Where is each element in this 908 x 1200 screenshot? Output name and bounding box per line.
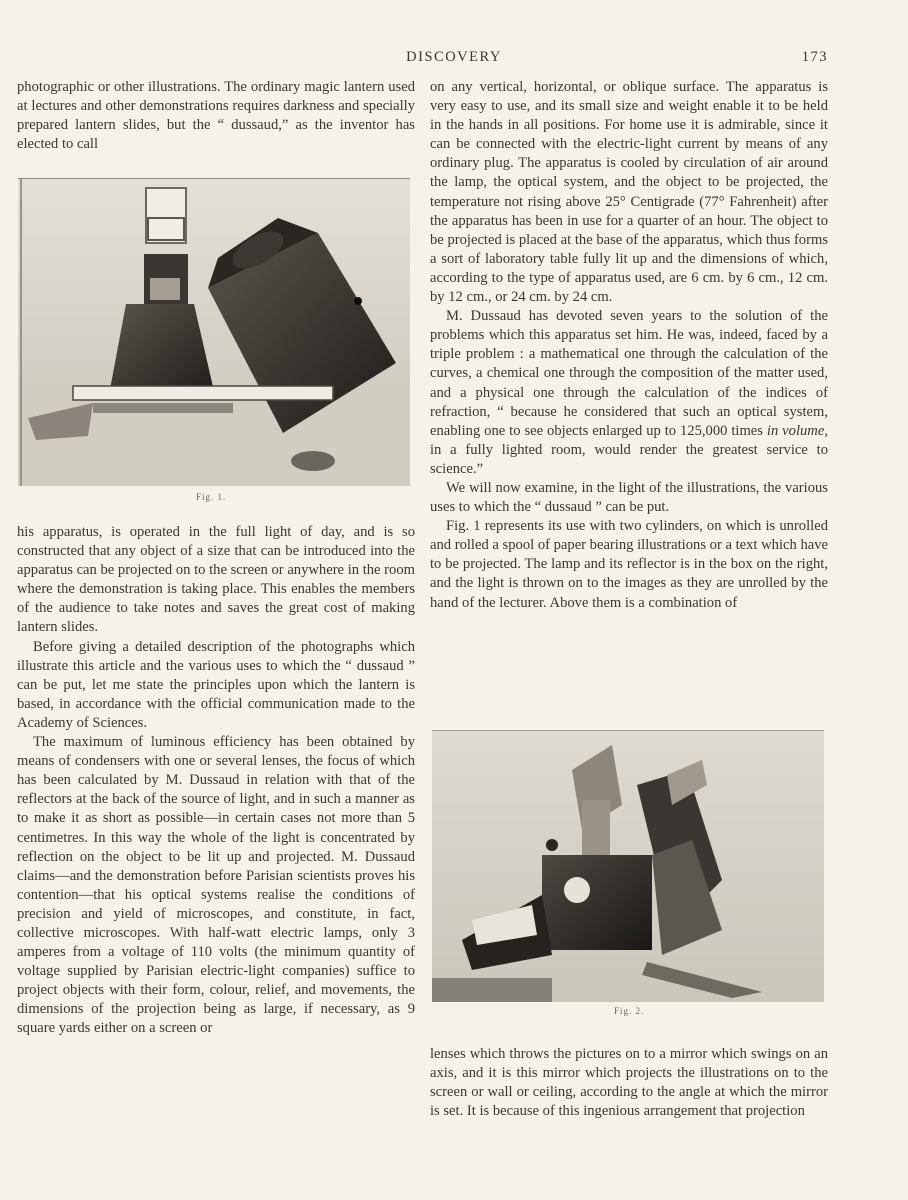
figure-2-caption: Fig. 2. [614,1006,645,1016]
running-title: DISCOVERY [406,49,502,65]
figure-1-photo [18,178,410,486]
figure-2-photo [432,730,824,1002]
paragraph: Before giving a detailed description of the photographs which illustrate this article and the various uses to which the “ dussaud ” can be put, let me state the principles upon which the lantern is based, in accordance with the official communication made to the Academy of Sciences. [17,638,415,731]
paragraph: photographic or other illustrations. The ordinary magic lantern used at lectures and other demonstrations requires darkness and specially prepared lantern slides, but the “ dussaud,” as the inventor has elected to call [17,79,415,153]
paragraph: lenses which throws the pictures on to a mirror which swings on an axis, and it is this mirror which projects the illustrations on to the screen or wall or ceiling, according to the angle at which the mirror is set. It is because of this ingenious arrangement that projection [430,1046,828,1120]
left-column-top [17,78,415,154]
page-number: 173 [801,49,828,65]
paragraph [430,307,828,479]
right-column-bottom [430,1045,828,1121]
right-column-top [430,78,828,613]
paragraph: Fig. 1 represents its use with two cylinders, on which is unrolled and rolled a spool of paper bearing illustrations or a text which have to be projected. The lamp and its reflector is in the box on the right, and the light is thrown on to the images as they are unrolled by the hand of the lecturer. Above them is a combination of [430,518,828,611]
figure-1-caption: Fig. 1. [196,492,227,502]
left-column-bottom [17,523,415,1039]
paragraph: We will now examine, in the light of the illustrations, the various uses to which the “ dussaud ” can be put. [430,479,828,516]
paragraph-text: , in a fully lighted room, would render the greatest service to science.” [430,422,828,477]
paragraph: The maximum of luminous efficiency has been obtained by means of condensers with one or several lenses, the focus of which has been calculated by M. Dussaud in relation with that of the reflectors at the back of the source of light, and in such a manner as to make it as short as possible—in certain cases not more than 5 centimetres. In this way the whole of the light is concentrated by reflection on the object to be lit up and projected. M. Dussaud claims—and the demonstration before Parisian scientists proves his contention—that his optical systems realise the conditions of precision and yield of microscopes, and constitute, in fact, collective microscopes. With half-watt electric lamps, only 3 amperes from a voltage of 110 volts (the minimum quantity of voltage supplied by Parisian electric-light companies) suffice to project objects with their form, colour, relief, and movements, the dimensions of the projection being as large, if necessary, as 9 square yards either on a screen or [17,734,415,1037]
paragraph: his apparatus, is operated in the full light of day, and is so constructed that any object of a size that can be introduced into the apparatus can be projected on to the screen or anywhere in the room where the demonstration is taking place. This enables the members of the audience to take notes and saves the great cost of making lantern slides. [17,524,415,636]
emphasis: in volume [766,422,825,439]
paragraph-text: M. Dussaud has devoted seven years to the solution of the problems which this apparatus set him. He was, indeed, faced by a triple problem : a mathematical one through the calculation of the curves, a chemical one through the composition of the matter used, and a physical one through the calculation of the indices of refraction, “ because he considered that such an optical system, enabling one to see objects enlarged up to 125,000 times [430,308,828,439]
paragraph: on any vertical, horizontal, or oblique surface. The apparatus is very easy to use, and its small size and weight enable it to be held in the hands in all positions. For home use it is admirable, since it can be connected with the electric-light current by means of any ordinary plug. The apparatus is cooled by circulation of air around the lamp, the optical system, and the object to be projected, the temperature not rising above 25° Centigrade (77° Fahrenheit) after the apparatus has been in use for a quarter of an hour. The object to be projected is placed at the base of the apparatus, which thus forms a sort of laboratory table fully lit up and the dimensions of which, according to the type of apparatus used, are 6 cm. by 6 cm., 12 cm. by 12 cm., or 24 cm. by 24 cm. [430,79,828,306]
running-header [0,45,908,69]
